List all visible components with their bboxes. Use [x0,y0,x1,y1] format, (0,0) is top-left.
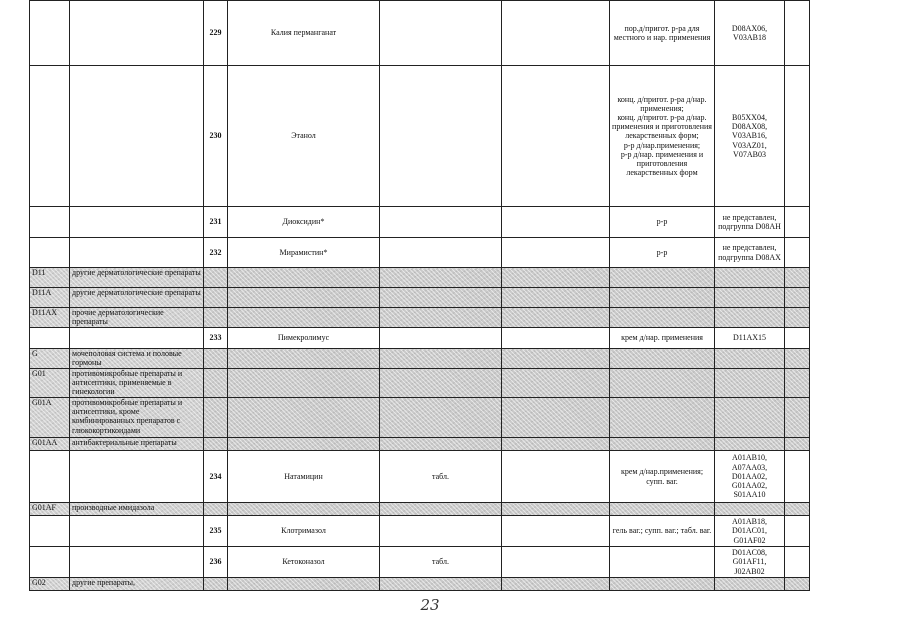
column-5-cell [380,207,502,238]
empty-cell [228,349,380,369]
row-number: 231 [204,207,228,238]
empty-cell [785,438,810,451]
column-5-cell [380,1,502,66]
page-number: 23 [420,596,440,614]
column-9-cell [785,238,810,268]
empty-cell [228,369,380,398]
column-6-cell [502,238,610,268]
empty-cell [380,369,502,398]
row-number: 233 [204,328,228,349]
atc-group-name: прочие дерматологические препараты [70,308,204,328]
atc-group-code [30,207,70,238]
group-row [30,268,810,288]
atc-code: A01AB18, D01AC01, G01AF02 [715,516,785,547]
group-row [30,369,810,398]
column-5-cell: табл. [380,451,502,503]
empty-cell [610,503,715,516]
empty-cell [502,288,610,308]
atc-group-name: мочеполовая система и половые гормоны [70,349,204,369]
empty-cell [228,398,380,438]
atc-group-code: D11 [30,268,70,288]
atc-code: D11AX15 [715,328,785,349]
column-6-cell [502,451,610,503]
empty-cell [785,349,810,369]
empty-cell [380,349,502,369]
empty-cell [785,369,810,398]
empty-cell [715,268,785,288]
atc-group-name [70,547,204,578]
dosage-form: крем д/нар. применения [610,328,715,349]
atc-group-name: производные имидазола [70,503,204,516]
table-row [30,547,810,578]
group-row [30,438,810,451]
row-number: 229 [204,1,228,66]
empty-cell [204,503,228,516]
atc-code: D01AC08, G01AF11, J02AB02 [715,547,785,578]
table-row [30,66,810,207]
column-5-cell [380,328,502,349]
atc-group-code: G01AF [30,503,70,516]
atc-group-name: другие дерматологические препараты [70,288,204,308]
atc-group-name [70,516,204,547]
column-5-cell [380,516,502,547]
atc-group-code: G01A [30,398,70,438]
empty-cell [715,308,785,328]
atc-group-name: антибактериальные препараты [70,438,204,451]
atc-code: D08AX06, V03AB18 [715,1,785,66]
dosage-form: пор.д/пригот. р-ра для местного и нар. применения [610,1,715,66]
empty-cell [204,398,228,438]
empty-cell [502,369,610,398]
dosage-form: крем д/нар.применения; супп. ваг. [610,451,715,503]
empty-cell [610,398,715,438]
empty-cell [610,349,715,369]
empty-cell [380,288,502,308]
column-5-cell [380,238,502,268]
column-6-cell [502,1,610,66]
table-row [30,238,810,268]
empty-cell [785,503,810,516]
dosage-form: гель ваг.; супп. ваг.; табл. ваг. [610,516,715,547]
empty-cell [380,398,502,438]
empty-cell [715,398,785,438]
atc-group-code: G01 [30,369,70,398]
empty-cell [228,578,380,591]
atc-group-name [70,328,204,349]
empty-cell [785,308,810,328]
empty-cell [228,288,380,308]
empty-cell [715,288,785,308]
empty-cell [610,578,715,591]
table-row [30,328,810,349]
column-9-cell [785,451,810,503]
empty-cell [502,578,610,591]
atc-group-code: D11AX [30,308,70,328]
row-number: 234 [204,451,228,503]
atc-group-name [70,1,204,66]
dosage-form: р-р [610,207,715,238]
table-row [30,207,810,238]
row-number: 232 [204,238,228,268]
atc-group-name: противомикробные препараты и антисептики, кроме комбинированных препаратов с глюкокортикоидами [70,398,204,438]
empty-cell [715,349,785,369]
empty-cell [610,288,715,308]
atc-group-name [70,451,204,503]
empty-cell [610,308,715,328]
empty-cell [380,308,502,328]
atc-group-code [30,547,70,578]
atc-group-name [70,238,204,268]
empty-cell [204,369,228,398]
empty-cell [502,503,610,516]
empty-cell [785,578,810,591]
empty-cell [228,308,380,328]
atc-group-name [70,207,204,238]
empty-cell [502,398,610,438]
group-row [30,349,810,369]
column-9-cell [785,516,810,547]
empty-cell [785,398,810,438]
dosage-form: конц. д/пригот. р-ра д/нар. применения; конц. д/пригот. р-ра д/нар. применения и приготовления лекарственных форм; р-р д/нар.применения; р-р д/нар. применения и приготовления лекарственных форм [610,66,715,207]
row-number: 230 [204,66,228,207]
empty-cell [610,369,715,398]
empty-cell [502,438,610,451]
drug-name: Кетоконазол [228,547,380,578]
drug-name: Диоксидин* [228,207,380,238]
empty-cell [204,268,228,288]
column-6-cell [502,547,610,578]
column-6-cell [502,66,610,207]
empty-cell [380,268,502,288]
drug-name: Мирамистин* [228,238,380,268]
column-9-cell [785,66,810,207]
column-6-cell [502,328,610,349]
empty-cell [715,438,785,451]
atc-group-name: противомикробные препараты и антисептики, применяемые в гинекологии [70,369,204,398]
atc-group-name [70,66,204,207]
column-5-cell [380,66,502,207]
column-6-cell [502,516,610,547]
empty-cell [610,438,715,451]
empty-cell [715,369,785,398]
atc-group-code [30,66,70,207]
column-9-cell [785,547,810,578]
atc-code: B05XX04, D08AX08, V03AB16, V03AZ01, V07AB03 [715,66,785,207]
group-row [30,503,810,516]
drug-name: Калия перманганат [228,1,380,66]
empty-cell [785,288,810,308]
empty-cell [502,308,610,328]
column-5-cell: табл. [380,547,502,578]
atc-code: не представлен, подгруппа D08AH [715,207,785,238]
column-9-cell [785,1,810,66]
empty-cell [610,268,715,288]
row-number: 236 [204,547,228,578]
empty-cell [785,268,810,288]
drug-name: Клотримазол [228,516,380,547]
empty-cell [502,268,610,288]
table-row [30,516,810,547]
atc-code: A01AB10, A07AA03, D01AA02, G01AA02, S01AA10 [715,451,785,503]
atc-group-code [30,238,70,268]
column-6-cell [502,207,610,238]
empty-cell [502,349,610,369]
empty-cell [228,438,380,451]
empty-cell [204,288,228,308]
drug-name: Этанол [228,66,380,207]
dosage-form: р-р [610,238,715,268]
atc-group-code [30,1,70,66]
empty-cell [715,503,785,516]
group-row [30,308,810,328]
atc-group-code: G01AA [30,438,70,451]
atc-group-code [30,328,70,349]
column-9-cell [785,207,810,238]
atc-group-name: другие дерматологические препараты [70,268,204,288]
drug-name: Натамицин [228,451,380,503]
row-number: 235 [204,516,228,547]
empty-cell [204,438,228,451]
atc-group-name: другие препараты, [70,578,204,591]
empty-cell [380,503,502,516]
empty-cell [204,578,228,591]
drug-name: Пимекролимус [228,328,380,349]
group-row [30,398,810,438]
atc-code: не представлен, подгруппа D08AX [715,238,785,268]
column-9-cell [785,328,810,349]
empty-cell [204,349,228,369]
atc-group-code: D11A [30,288,70,308]
group-row [30,578,810,591]
empty-cell [228,268,380,288]
atc-group-code [30,516,70,547]
empty-cell [380,578,502,591]
atc-group-code [30,451,70,503]
drug-register-table [29,0,810,591]
empty-cell [228,503,380,516]
table-row [30,1,810,66]
group-row [30,288,810,308]
atc-group-code: G [30,349,70,369]
table-row [30,451,810,503]
empty-cell [715,578,785,591]
atc-group-code: G02 [30,578,70,591]
empty-cell [204,308,228,328]
dosage-form [610,547,715,578]
empty-cell [380,438,502,451]
